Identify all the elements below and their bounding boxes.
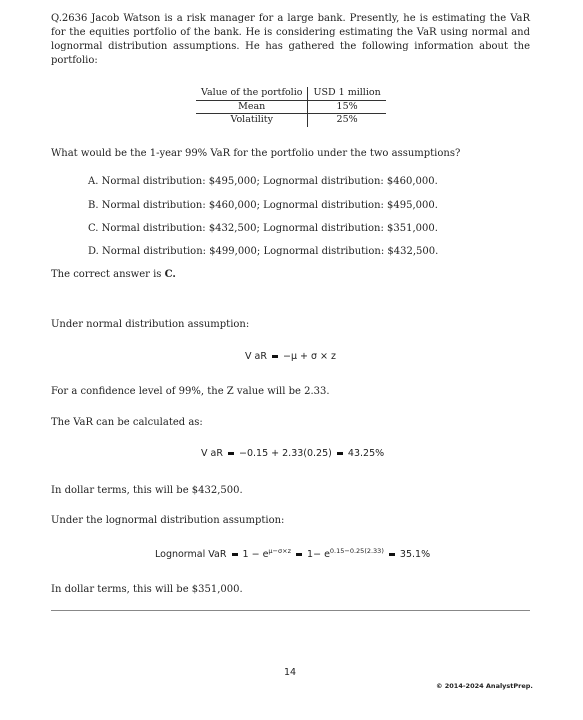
- eq3-a: 1 − e: [242, 549, 269, 561]
- equals-symbol: [389, 553, 395, 556]
- option-a: A. Normal distribution: $495,000; Lognormal distribution: $460,000.: [88, 176, 438, 187]
- z-value-text: For a confidence level of 99%, the Z value will be 2.33.: [51, 386, 330, 397]
- equals-symbol: [337, 452, 343, 455]
- equals-symbol: [232, 553, 238, 556]
- table-header-row: [196, 87, 386, 100]
- table-header-cell: Value of the portfolio: [196, 87, 308, 100]
- table-header-cell: USD 1 million: [308, 87, 386, 100]
- table-cell: 25%: [336, 114, 358, 125]
- table-row: [196, 114, 386, 127]
- answer-prefix: The correct answer is: [51, 269, 165, 280]
- dollar-normal-text: In dollar terms, this will be $432,500.: [51, 485, 243, 496]
- portfolio-table: [196, 87, 386, 127]
- eq3-a-exponent: μ−σ×z: [268, 547, 291, 555]
- calc-text: The VaR can be calculated as:: [51, 417, 203, 428]
- normal-heading: Under normal distribution assumption:: [51, 319, 250, 330]
- equation-var-calc: [201, 448, 384, 459]
- table-cell: 15%: [308, 100, 386, 114]
- equals-symbol: [272, 355, 278, 358]
- equation-var-lognormal: [155, 547, 430, 560]
- question-text: Q.2636 Jacob Watson is a risk manager for a large bank. Presently, he is estimating the VaR for the equities portfolio of the bank. He is considering estimating the VaR using normal and lognormal distribution assumptions. He has gathered the following information about the portfolio:: [51, 13, 530, 66]
- equals-symbol: [228, 452, 234, 455]
- dollar-lognormal-text: In dollar terms, this will be $351,000.: [51, 584, 243, 595]
- eq3-b-exponent: 0.15−0.25(2.33): [329, 547, 384, 555]
- question-prompt: What would be the 1-year 99% VaR for the portfolio under the two assumptions?: [51, 148, 461, 159]
- lognormal-heading: Under the lognormal distribution assumption:: [51, 515, 285, 526]
- eq1-rhs: −μ + σ × z: [283, 351, 337, 362]
- option-d: D. Normal distribution: $499,000; Lognormal distribution: $432,500.: [88, 246, 439, 257]
- option-b: B. Normal distribution: $460,000; Lognormal distribution: $495,000.: [88, 200, 438, 211]
- table-cell: Mean: [196, 100, 308, 114]
- footer-divider: [51, 610, 530, 611]
- equation-var-normal: [245, 351, 336, 362]
- eq3-lhs: Lognormal VaR: [155, 549, 227, 561]
- answer-letter: C.: [164, 269, 176, 280]
- option-c: C. Normal distribution: $432,500; Lognormal distribution: $351,000.: [88, 223, 438, 234]
- eq1-lhs: V aR: [245, 351, 267, 362]
- table-cell: Volatility: [196, 114, 308, 127]
- eq2-mid: −0.15 + 2.33(0.25): [239, 448, 332, 459]
- equals-symbol: [296, 553, 302, 556]
- table-row: [196, 100, 386, 114]
- page-number: 14: [284, 667, 297, 678]
- copyright-text: © 2014-2024 AnalystPrep.: [436, 682, 533, 690]
- eq3-rhs: 35.1%: [399, 549, 431, 561]
- eq2-lhs: V aR: [201, 448, 223, 459]
- eq2-rhs: 43.25%: [347, 448, 385, 459]
- eq3-b: 1− e: [307, 549, 330, 561]
- correct-answer: [51, 268, 176, 282]
